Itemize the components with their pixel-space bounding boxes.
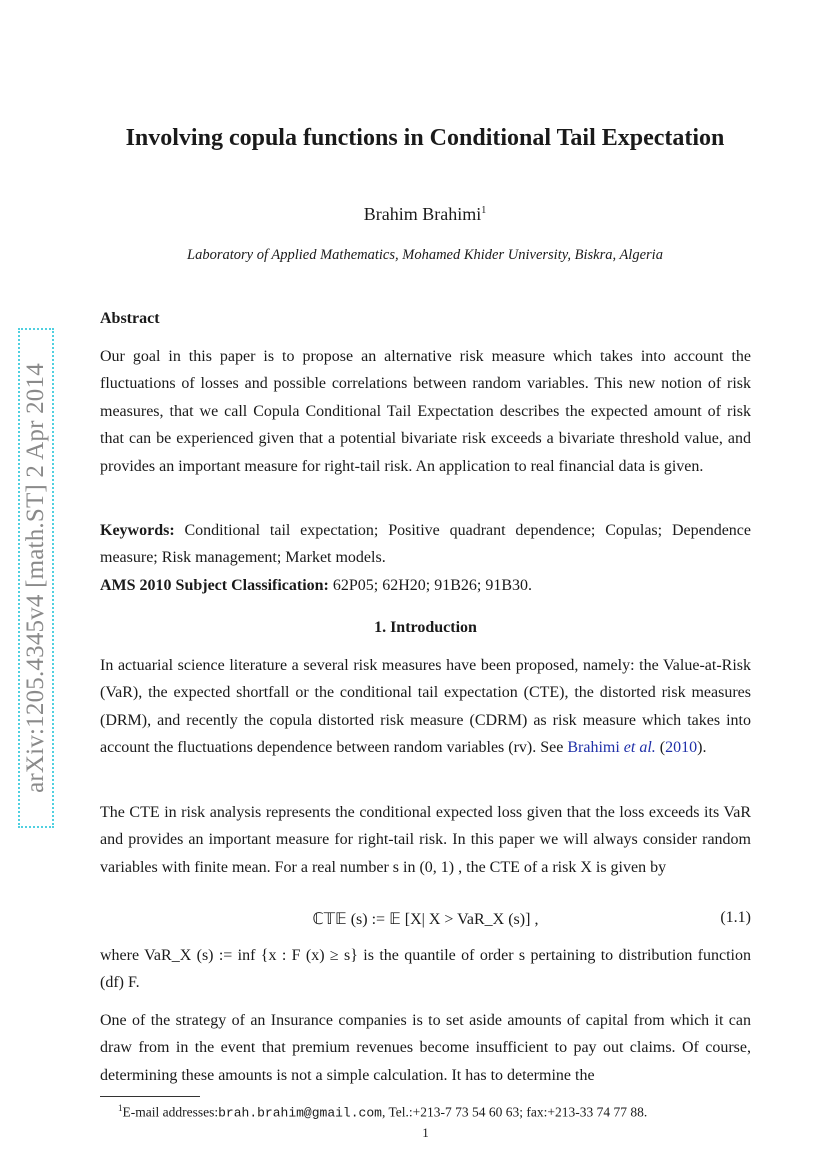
section-heading [100,619,751,637]
footnote-email[interactable]: brah.brahim@gmail.com [218,1105,382,1121]
arxiv-sidebar [18,328,54,828]
abstract-heading: Abstract [100,310,160,327]
ams-line [100,572,751,599]
equation-1-1 [100,907,751,935]
affiliation: Laboratory of Applied Mathematics, Mohamed Khider University, Biskra, Algeria [187,247,663,263]
citation-author: Brahimi [567,739,620,757]
intro-paragraph-3 [100,942,751,997]
ams-codes: 62P05; 62H20; 91B26; 91B30. [332,576,533,594]
equation-number: (1.1) [720,909,751,926]
citation-etal: et al. [623,739,656,757]
intro-para-1-text: In actuarial science literature a several risk measures have been proposed, namely: the Value-at-Risk (VaR), the expected shortfall or the conditional tail expectation (CTE), the distorted risk measures (DRM), and recently the copula distorted risk measure (CDRM) as risk measure which takes into account the fluctuations dependence between random variables (rv). See [100,657,751,757]
keywords-text: Conditional tail expectation; Positive quadrant dependence; Copulas; Dependence measure; Risk management; Market models. [100,522,752,567]
intro-paragraph-1 [100,652,751,762]
intro-paragraph-2 [100,799,751,881]
abstract-text [100,343,751,480]
citation-link[interactable] [567,739,655,756]
footnote-contact: , Tel.:+213-7 73 54 60 63; fax:+213-33 74 77 88. [381,1104,648,1120]
intro-para-3: where VaR_X (s) := inf {x : F (x) ≥ s} is the quantile of order s pertaining to distribution function (df) F. [100,947,751,992]
section-title: Introduction [390,619,477,636]
footnote [118,1103,647,1121]
intro-para-2: The CTE in risk analysis represents the conditional expected loss given that the loss exceeds its VaR and provides an important measure for right-tail risk. In this paper we will always consider random variables with finite mean. For a real number s in (0, 1) , the CTE of a risk X is given by [100,804,751,876]
keywords-label: Keywords: [100,522,175,539]
author-name: Brahim Brahimi [363,204,482,224]
paper-title: Involving copula functions in Conditional Tail Expectation [125,125,725,151]
footnote-prefix: E-mail addresses: [122,1104,219,1120]
author-line [100,204,750,225]
author-footnote-mark: 1 [481,205,487,216]
intro-para-4: One of the strategy of an Insurance companies is to set aside amounts of capital from which it can draw from in the event that premium revenues become insufficient to pay out claims. Of course, determining these amounts is not a simple calculation. It has to determine the [100,1012,751,1084]
page-number: 1 [422,1125,429,1140]
keywords-block [100,517,751,599]
arxiv-identifier[interactable]: arXiv:1205.4345v4 [math.ST] 2 Apr 2014 [18,328,54,828]
footnote-mark: 1 [118,1103,123,1113]
footnote-rule [100,1096,200,1097]
ams-label: AMS 2010 Subject Classification: [100,576,329,594]
equation-body: ℂ𝕋𝔼 (s) := 𝔼 [X| X > VaR_X (s)] , [312,911,539,928]
citation-year-link[interactable]: 2010 [665,739,698,757]
abstract-paragraph: Our goal in this paper is to propose an alternative risk measure which takes into account the fluctuations of losses and possible correlations between random variables. This new notion of risk measures, that we call Copula Conditional Tail Expectation describes the expected amount of risk that can be experienced given that a potential bivariate risk exceeds a bivariate threshold value, and provides an important measure for right-tail risk. An application to real financial data is given. [100,348,751,475]
intro-para-1: In actuarial science literature a several risk measures have been proposed, namely: the Value-at-Risk (VaR), the expected shortfall or the conditional tail expectation (CTE), the distorted risk measures (DRM), and recently the copula distorted risk measure (CDRM) as risk measure which takes into account the fluctuations dependence between random variables (rv). See Brahimi et al. (2010). [100,657,751,757]
intro-paragraph-4 [100,1007,751,1089]
keywords-line [100,517,751,572]
section-number: 1. [374,619,387,636]
